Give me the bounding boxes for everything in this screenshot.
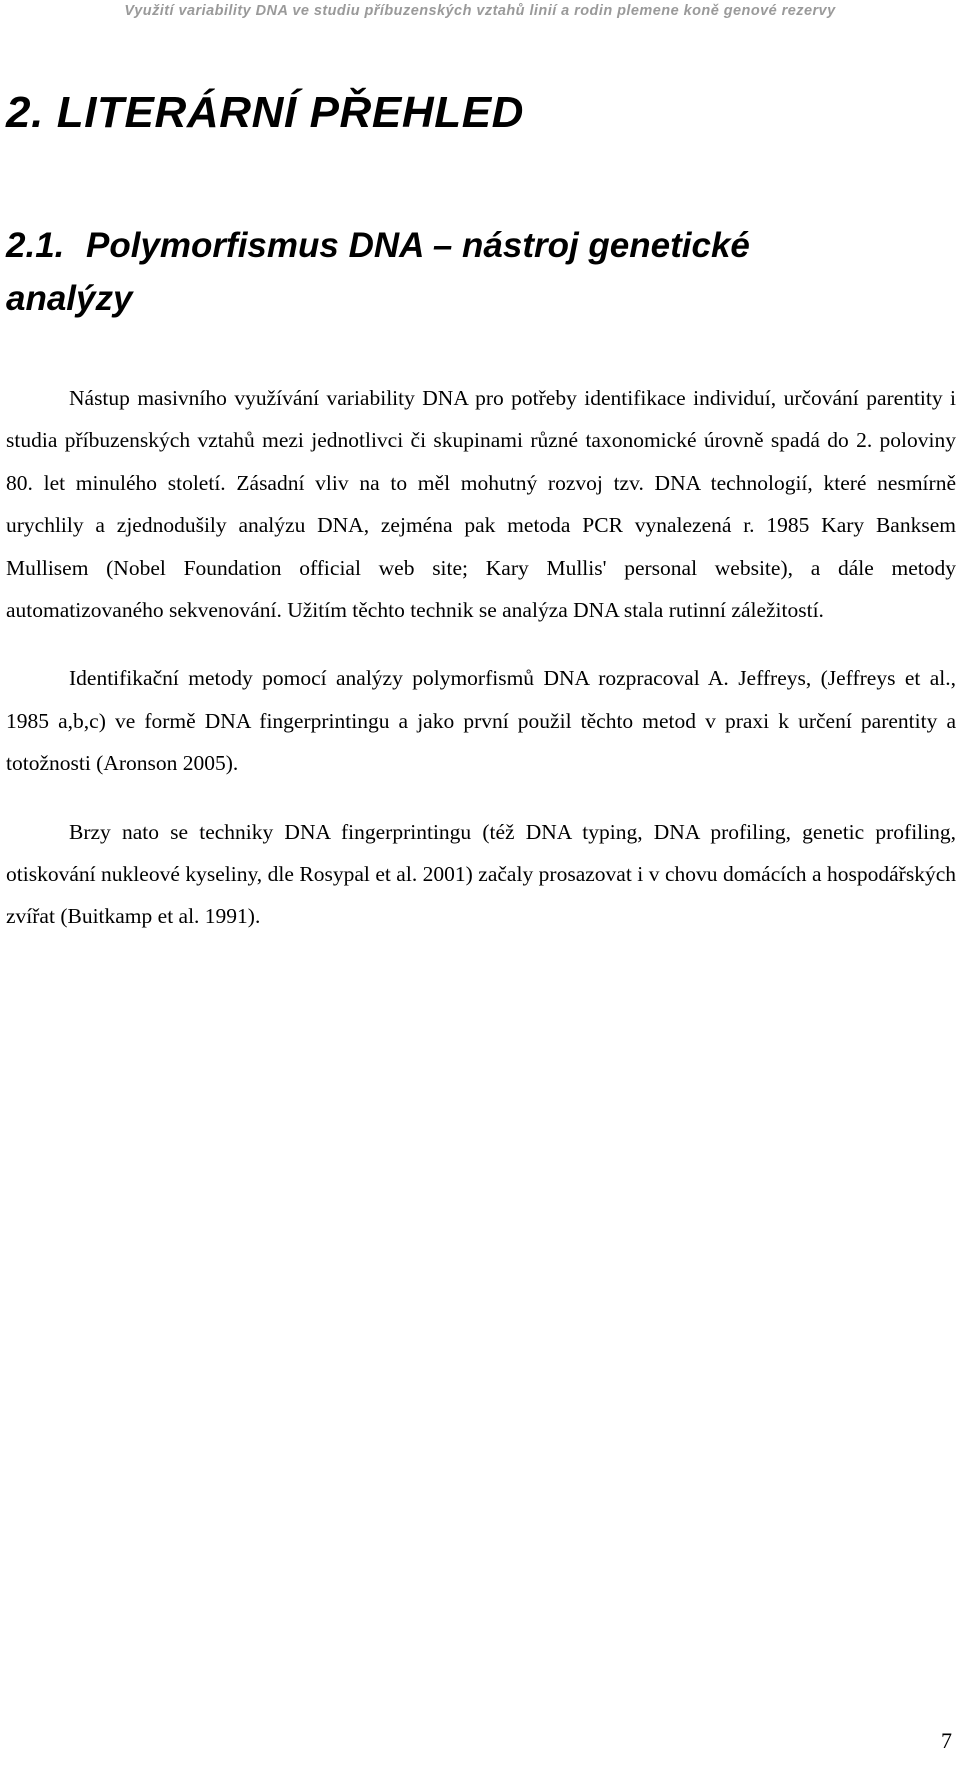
section-heading	[6, 219, 886, 325]
paragraph: Nástup masivního využívání variability DNA pro potřeby identifikace individuí, určování parentity i studia příbuzenských vztahů mezi jednotlivci či skupinami různé taxonomické úrovně spadá do 2. poloviny 80. let minulého století. Zásadní vliv na to měl mohutný rozvoj tzv. DNA technologií, které nesmírně urychlily a zjednodušily analýzu DNA, zejména pak metoda PCR vynalezená r. 1985 Kary Banksem Mullisem (Nobel Foundation official web site; Kary Mullis' personal website), a dále metody automatizovaného sekvenování. Užitím těchto technik se analýza DNA stala rutinní záležitostí.	[6, 386, 956, 623]
section-title: Polymorfismus DNA – nástroj genetické analýzy	[6, 226, 750, 318]
body-text	[6, 377, 956, 938]
chapter-title: 2. LITERÁRNÍ PŘEHLED	[6, 88, 525, 137]
page-number: 7	[941, 1728, 952, 1753]
paragraph: Brzy nato se techniky DNA fingerprintingu (též DNA typing, DNA profiling, genetic profiling, otiskování nukleové kyseliny, dle Rosypal et al. 2001) začaly prosazovat i v chovu domácích a hospodářských zvířat (Buitkamp et al. 1991).	[6, 819, 956, 929]
section-number: 2.1.	[6, 226, 65, 265]
paragraph: Identifikační metody pomocí analýzy polymorfismů DNA rozpracoval A. Jeffreys, (Jeffreys et al., 1985 a,b,c) ve formě DNA fingerprintingu a jako první použil těchto metod v praxi k určení parentity a totožnosti (Aronson 2005).	[6, 666, 956, 776]
running-header: Využití variability DNA ve studiu příbuzenských vztahů linií a rodin plemene koně genové rezervy	[124, 3, 836, 19]
